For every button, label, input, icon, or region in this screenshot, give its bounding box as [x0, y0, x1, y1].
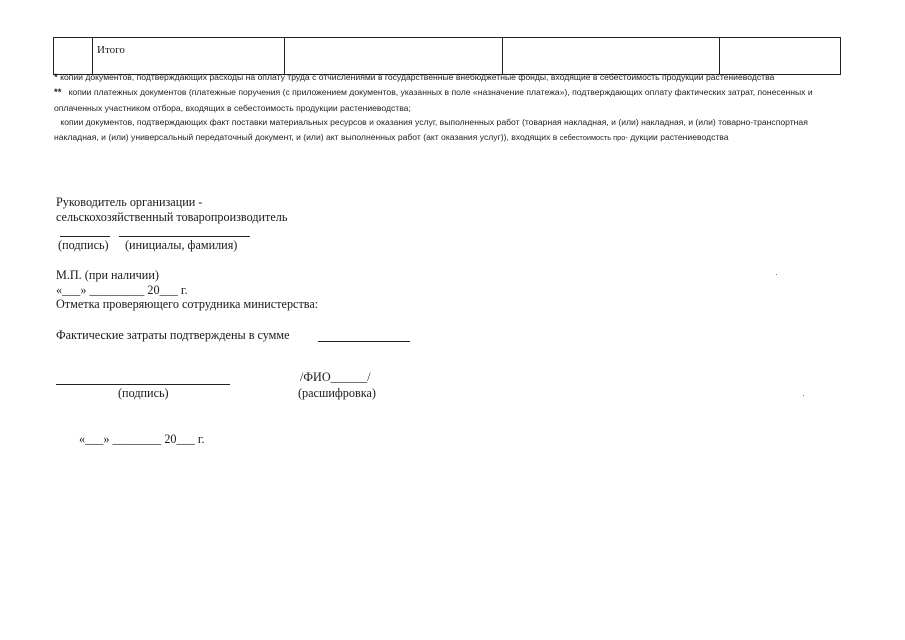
table-cell — [503, 38, 720, 75]
footnote-2-text: копии платежных документов (платежные поручения (с приложением документов, указанных в поле «назначение платежа»), подтверждающих оплату фактических затрат, понесенных и оплаченных участником отбора, входящих в себестоимость продукции растениеводства; — [54, 87, 813, 113]
ministry-mark: Отметка проверяющего сотрудника министерства: — [56, 297, 319, 311]
footnote-1-text: копии документов, подтверждающих расходы на оплату труда с отчислениями в государственные внебюджетные фонды, входящие в себестоимость продукции растениеводства — [60, 72, 775, 82]
signature-line — [60, 236, 110, 237]
footnote-2-mark: ** — [54, 87, 62, 99]
footnote-3 — [54, 115, 836, 145]
signature-caption: (подпись) — [58, 238, 109, 252]
costs-confirmed: Фактические затраты подтверждены в сумме — [56, 328, 290, 342]
initials-line — [119, 236, 250, 237]
table-cell — [54, 38, 93, 75]
amount-line — [318, 341, 410, 342]
date-line-2: «___» ________ 20___ г. — [79, 432, 205, 446]
footnote-3-small: себестоимость про- — [559, 132, 628, 142]
total-label: Итого — [93, 38, 285, 75]
table-cell — [720, 38, 841, 75]
fio-line: /ФИО______/ — [300, 370, 371, 384]
footnotes — [54, 70, 836, 145]
stamp-label: М.П. (при наличии) — [56, 268, 159, 282]
footnote-1 — [54, 70, 836, 85]
initials-caption: (инициалы, фамилия) — [125, 238, 238, 252]
verifier-signature-caption: (подпись) — [118, 386, 169, 400]
scan-speck — [803, 395, 804, 396]
signature-caption-text: подпись) — [62, 238, 109, 252]
footnote-1-mark: * — [54, 72, 58, 83]
scan-speck — [776, 274, 777, 275]
verifier-signature-line — [56, 384, 230, 385]
head-title-line1: Руководитель организации - — [56, 195, 203, 209]
date-line: «___» _________ 20___ г. — [56, 283, 188, 297]
footnote-3-end: дукции растениеводства — [630, 131, 729, 142]
footnote-2 — [54, 85, 836, 115]
head-title-line2: сельскохозяйственный товаропроизводитель — [56, 210, 288, 224]
decode-caption: (расшифровка) — [298, 386, 376, 400]
table-row — [54, 38, 841, 75]
table-cell — [285, 38, 503, 75]
footnote-3-text: копии документов, подтверждающих факт поставки материальных ресурсов и оказания услуг, выполненных работ (товарная накладная, и (или) накладная, и (или) товарно-транспортная накладная, и (или) универсальный передаточный документ, и (или) акт выполненных работ (акт оказания услуг)), входящих в — [54, 117, 808, 142]
